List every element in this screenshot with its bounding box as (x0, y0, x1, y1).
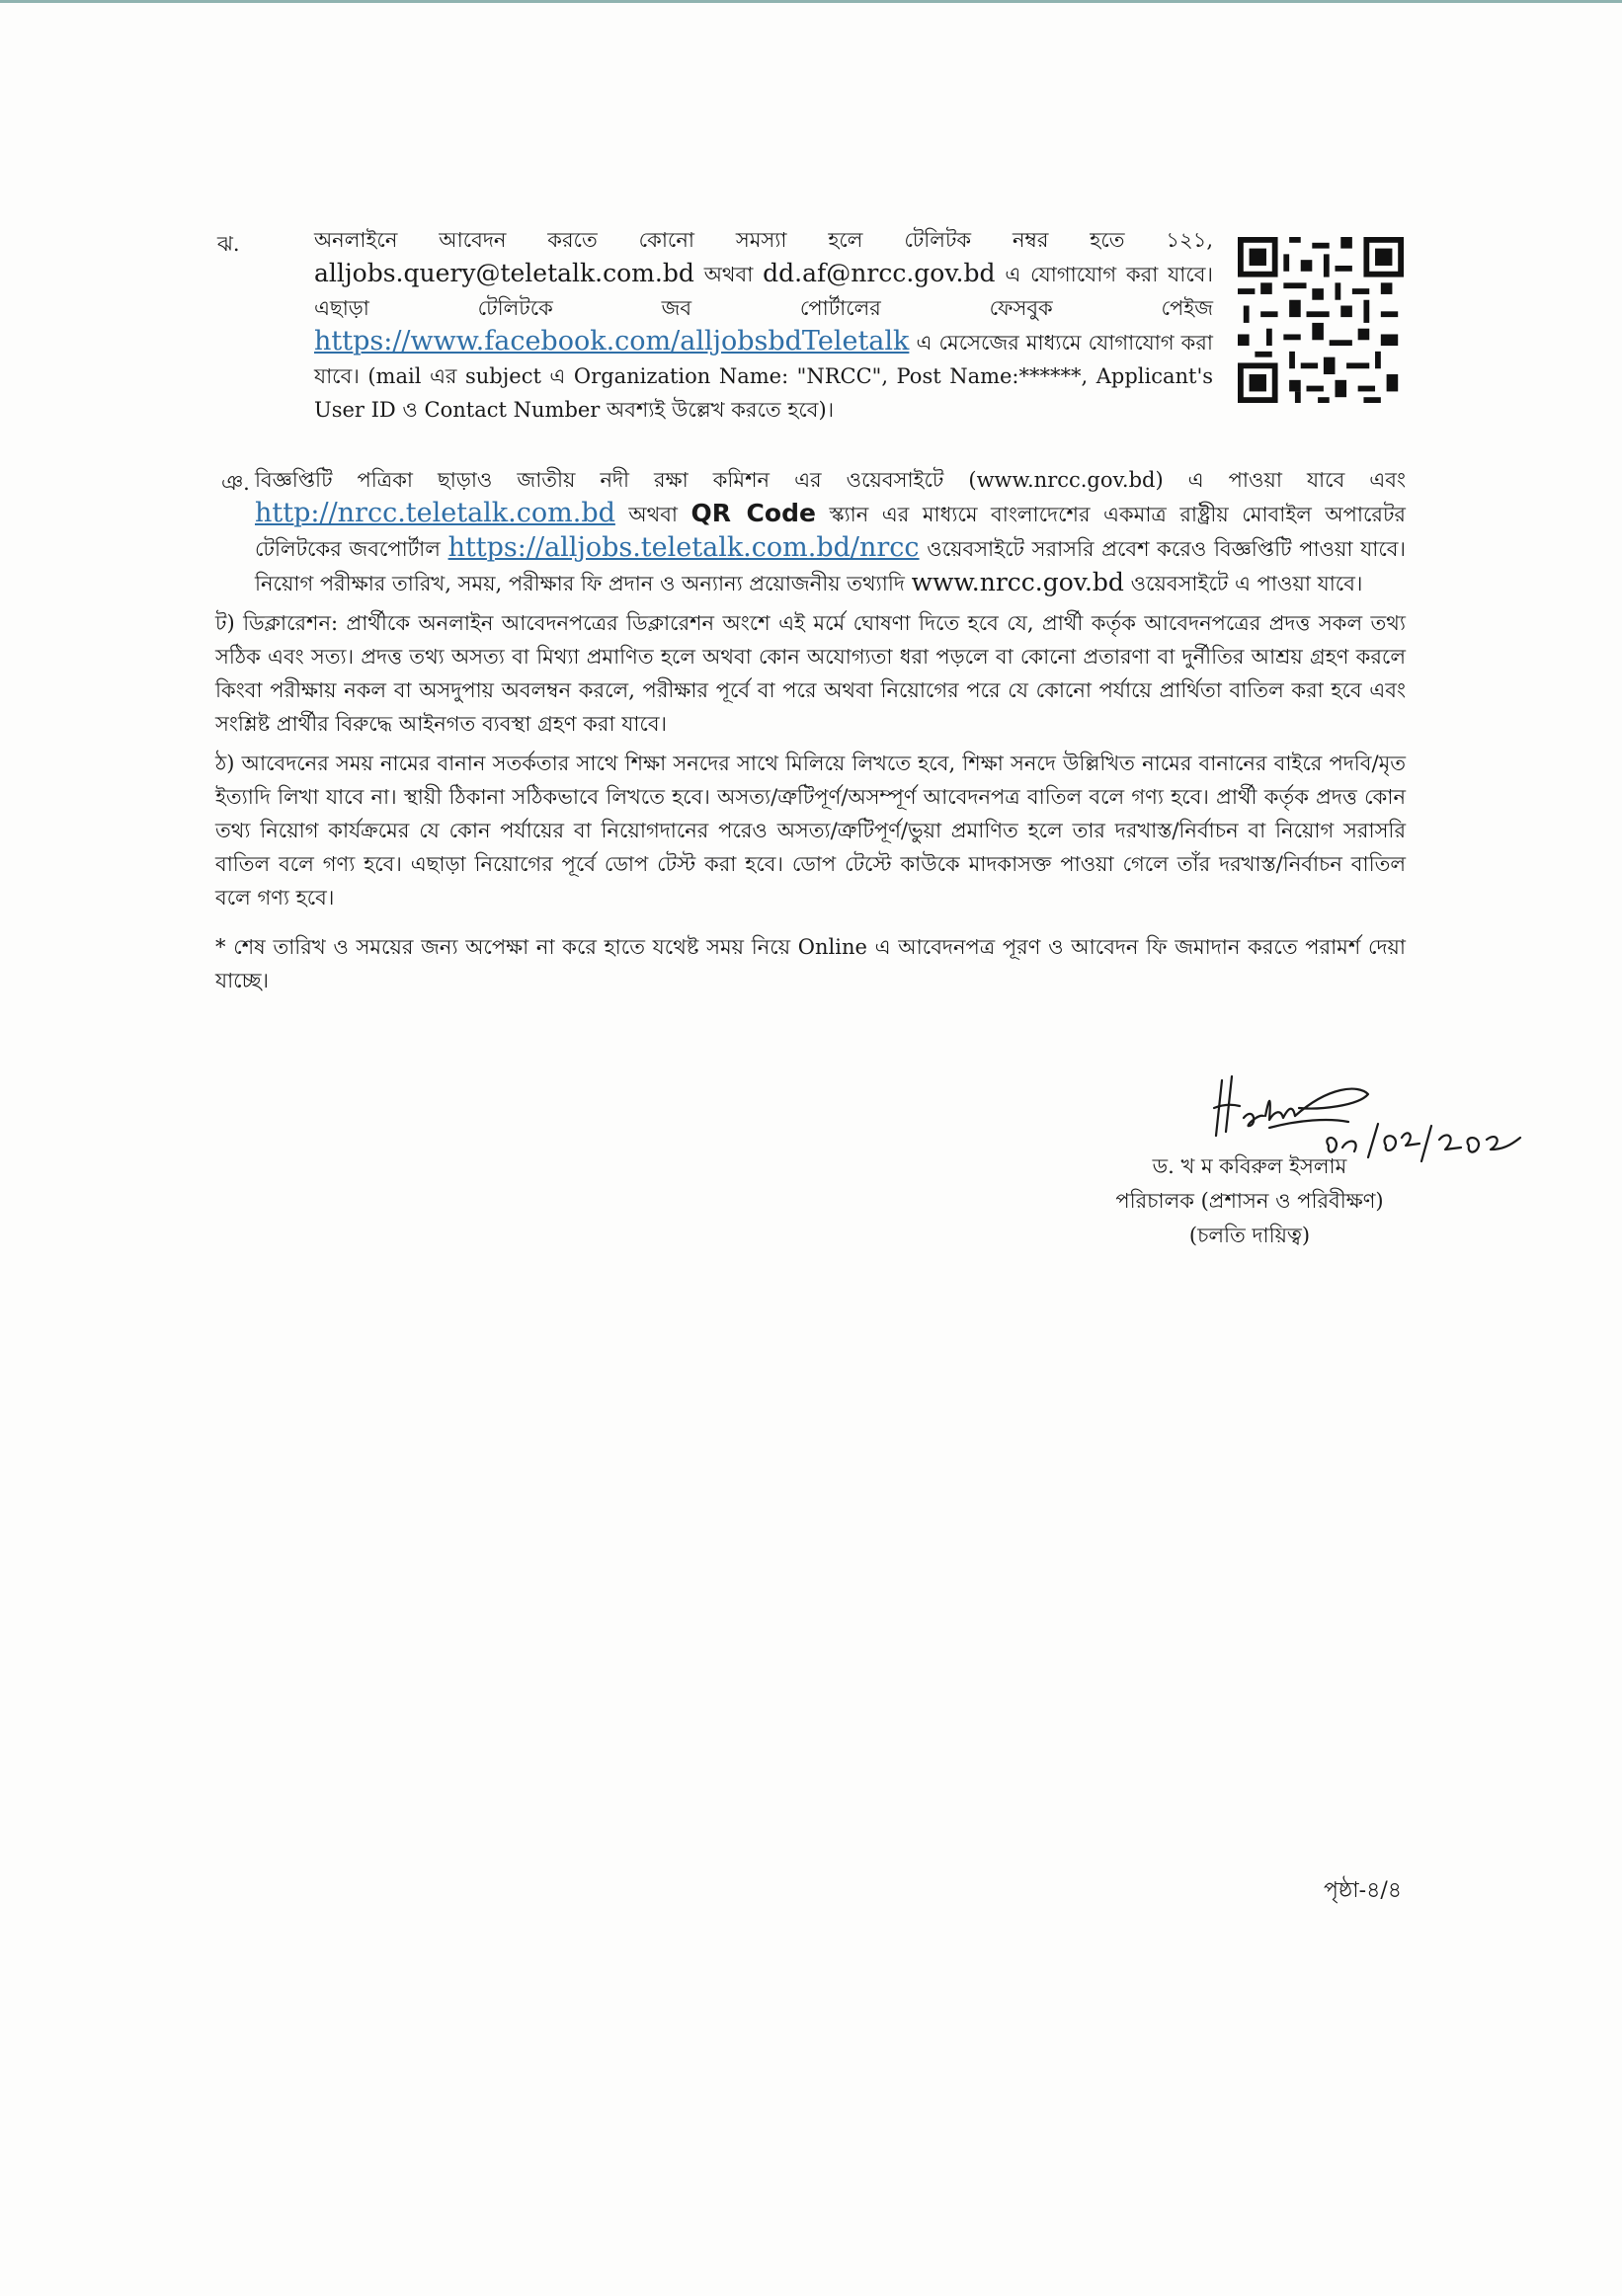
section-neo-text-1: বিজ্ঞপ্তিটি পত্রিকা ছাড়াও জাতীয় নদী রক্ষা কমিশন এর ওয়েবসাইটে (www.nrcc.gov.bd) এ পাওয়া যাবে এবং (255, 468, 1406, 492)
section-jha (314, 223, 1213, 427)
qr-code-label: QR Code (690, 499, 816, 527)
query-email[interactable]: alljobs.query@teletalk.com.bd (314, 259, 694, 287)
section-neo-text-2: অথবা (628, 503, 678, 526)
section-jha-text-3: এ যোগাযোগ করা যাবে। এছাড়া টেলিটকে জব পোর্টালের ফেসবুক পেইজ (314, 263, 1213, 320)
section-jha-marker: ঝ. (217, 232, 240, 256)
section-ta-declaration: ট) ডিক্লারেশন: প্রার্থীকে অনলাইন আবেদনপত্রের ডিক্লারেশন অংশে এই মর্মে ঘোষণা দিতে হবে যে, প্রার্থী কর্তৃক আবেদনপত্রের প্রদত্ত সকল তথ্য সঠিক এবং সত্য। প্রদত্ত তথ্য অসত্য বা মিথ্যা প্রমাণিত হলে অথবা কোন অযোগ্যতা ধরা পড়লে বা কোনো প্রতারণা বা দুর্নীতির আশ্রয় গ্রহণ করলে কিংবা পরীক্ষায় নকল বা অসদুপায় অবলম্বন করলে, পরীক্ষার পূর্বে বা পরে অথবা নিয়োগের পরে যে কোনো পর্যায়ে প্রার্থিতা বাতিল করা হবে এবং সংশ্লিষ্ট প্রার্থীর বিরুদ্ধে আইনগত ব্যবস্থা গ্রহণ করা যাবে। (215, 611, 1406, 736)
nrcc-email[interactable]: dd.af@nrcc.gov.bd (763, 259, 996, 287)
nrcc-teletalk-link[interactable]: http://nrcc.teletalk.com.bd (255, 498, 615, 528)
signatory-block (1087, 1149, 1413, 1253)
section-neo-marker: ঞ. (221, 471, 250, 495)
section-tha-name-spelling: ঠ) আবেদনের সময় নামের বানান সতর্কতার সাথে শিক্ষা সনদের সাথে মিলিয়ে লিখতে হবে, শিক্ষা সনদে উল্লিখিত নামের বানানের বাইরে পদবি/মৃত ইত্যাদি লিখা যাবে না। স্থায়ী ঠিকানা সঠিকভাবে লিখতে হবে। অসত্য/ত্রুটিপূর্ণ/অসম্পূর্ণ আবেদনপত্র বাতিল বলে গণ্য হবে। প্রার্থী কর্তৃক প্রদত্ত কোন তথ্য নিয়োগ কার্যক্রমের যে কোন পর্যায়ের বা নিয়োগদানের পরেও অসত্য/ত্রুটিপূর্ণ/ভুয়া প্রমাণিত হলে তার দরখাস্ত/নির্বাচন বা নিয়োগ সরাসরি বাতিল বলে গণ্য হবে। এছাড়া নিয়োগের পূর্বে ডোপ টেস্ট করা হবে। ডোপ টেস্টে কাউকে মাদকাসক্ত পাওয়া গেলে তাঁর দরখাস্ত/নির্বাচন বাতিল বলে গণ্য হবে। (215, 752, 1406, 910)
section-neo-text-5: ওয়েবসাইটে এ পাওয়া যাবে। (1130, 572, 1363, 595)
section-neo-text-3: স্ক্যান এর মাধ্যমে বাংলাদেশের একমাত্র রাষ্ট্রীয় মোবাইল অপারেটর টেলিটকের জবপোর্টাল (255, 503, 1406, 561)
signatory-title: পরিচালক (প্রশাসন ও পরিবীক্ষণ) (1115, 1189, 1384, 1213)
qr-code-icon (1238, 237, 1404, 403)
signatory-role: (চলতি দায়িত্ব) (1188, 1224, 1311, 1247)
alljobs-link[interactable]: https://alljobs.teletalk.com.bd/nrcc (447, 532, 920, 563)
advisory-note: * শেষ তারিখ ও সময়ের জন্য অপেক্ষা না করে হাতে যথেষ্ট সময় নিয়ে Online এ আবেদনপত্র পূরণ ও আবেদন ফি জমাদান করতে পরামর্শ দেয়া যাচ্ছে। (215, 935, 1406, 992)
section-jha-text-2: অথবা (703, 263, 754, 286)
scan-edge-line (0, 0, 1622, 3)
page-number: পৃষ্ঠা-৪/৪ (1324, 1878, 1403, 1903)
nrcc-website[interactable]: www.nrcc.gov.bd (911, 568, 1124, 596)
section-neo-text-4: ওয়েবসাইটে সরাসরি প্রবেশ করেও বিজ্ঞপ্তিটি পাওয়া যাবে। নিয়োগ পরীক্ষার তারিখ, সময়, পরীক্ষার ফি প্রদান ও অন্যান্য প্রয়োজনীয় তথ্যাদি (255, 537, 1406, 595)
section-jha-text-1: অনলাইনে আবেদন করতে কোনো সমস্যা হলে টেলিটক নম্বর হতে ১২১, (314, 228, 1213, 252)
section-jha-text-4: এ মেসেজের মাধ্যমে যোগাযোগ করা যাবে। (mail এর subject এ Organization Name: "NRCC", Post Name:******, Applicant's User ID ও Contact Number অবশ্যই উল্লেখ করতে হবে)। (314, 331, 1213, 422)
signatory-name: ড. খ ম কবিরুল ইসলাম (1152, 1154, 1347, 1178)
facebook-link[interactable]: https://www.facebook.com/alljobsbdTeletalk (314, 326, 910, 356)
section-neo (255, 463, 1406, 600)
